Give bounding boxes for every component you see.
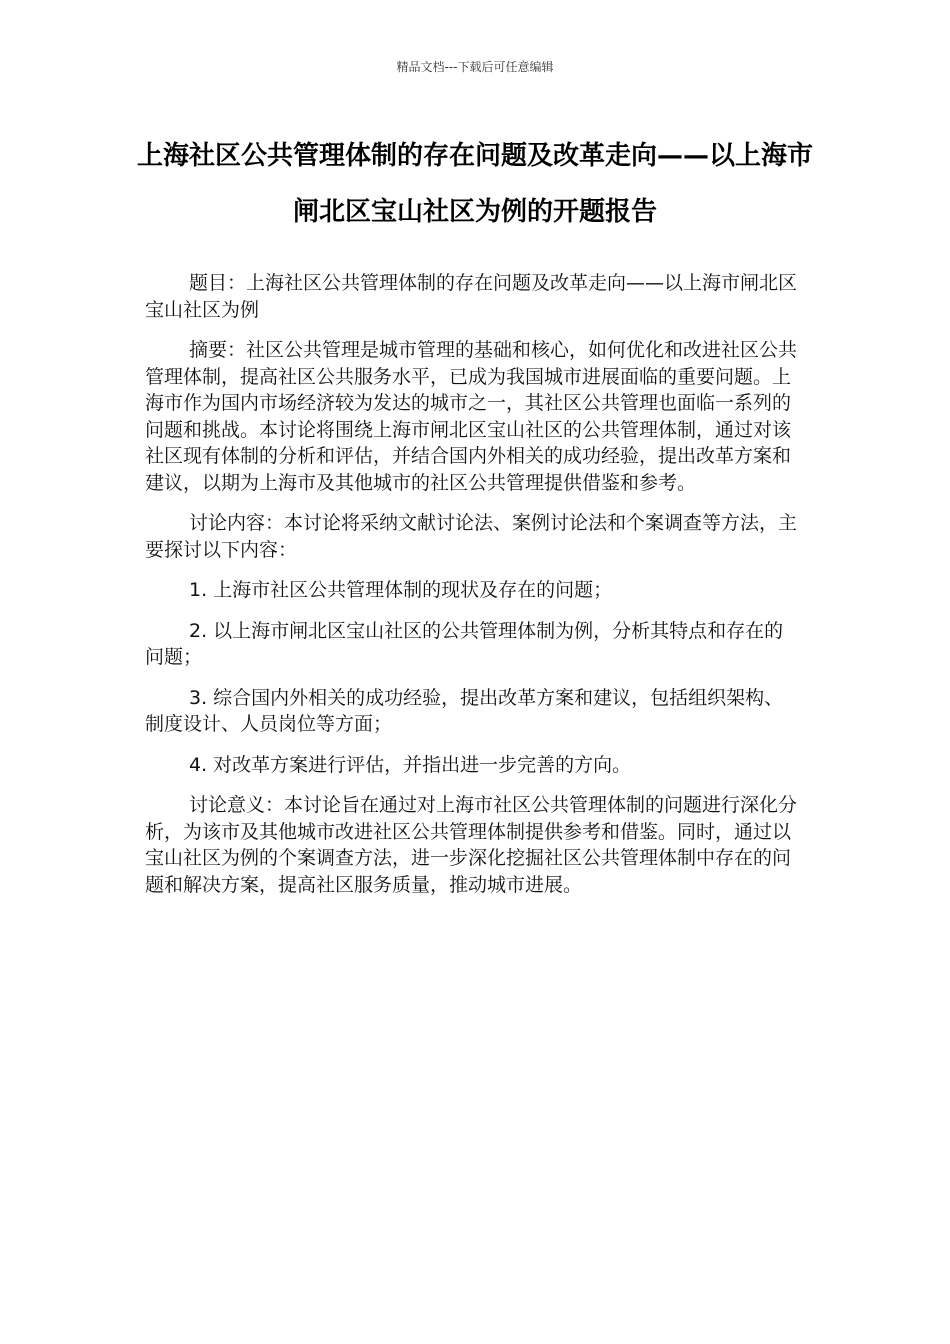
list-item-1: 1. 上海市社区公共管理体制的现状及存在的问题； [189, 579, 613, 601]
document-body [145, 270, 800, 912]
header-note: 精品文档---下载后可任意编辑 [396, 60, 554, 74]
list-item-4: 4. 对改革方案进行评估，并指出进一步完善的方向。 [189, 753, 632, 776]
document-title: 上海社区公共管理体制的存在问题及改革走向——以上海市闸北区宝山社区为例的开题报告 [136, 141, 813, 227]
list-item-3: 3. 综合国内外相关的成功经验，提出改革方案和建议，包括组织架构、制度设计、人员岗位等方面； [145, 686, 784, 735]
list-item-2: 2. 以上海市闸北区宝山社区的公共管理体制为例，分析其特点和存在的问题； [145, 619, 784, 668]
topic-paragraph: 题目：上海社区公共管理体制的存在问题及改革走向——以上海市闸北区宝山社区为例 [145, 272, 798, 321]
significance-paragraph: 讨论意义：本讨论旨在通过对上海市社区公共管理体制的问题进行深化分析，为该市及其他城市改进社区公共管理体制提供参考和借鉴。同时，通过以宝山社区为例的个案调查方法，进一步深化挖掘社区公共管理体制中存在的问题和解决方案，提高社区服务质量，推动城市进展。 [145, 794, 798, 896]
abstract-paragraph: 摘要：社区公共管理是城市管理的基础和核心，如何优化和改进社区公共管理体制，提高社区公共服务水平，已成为我国城市进展面临的重要问题。上海市作为国内市场经济较为发达的城市之一，其社区公共管理也面临一系列的问题和挑战。本讨论将围绕上海市闸北区宝山社区的公共管理体制，通过对该社区现有体制的分析和评估，并结合国内外相关的成功经验，提出改革方案和建议，以期为上海市及其他城市的社区公共管理提供借鉴和参考。 [145, 339, 798, 494]
research-content-paragraph: 讨论内容：本讨论将采纳文献讨论法、案例讨论法和个案调查等方法，主要探讨以下内容： [145, 512, 798, 561]
